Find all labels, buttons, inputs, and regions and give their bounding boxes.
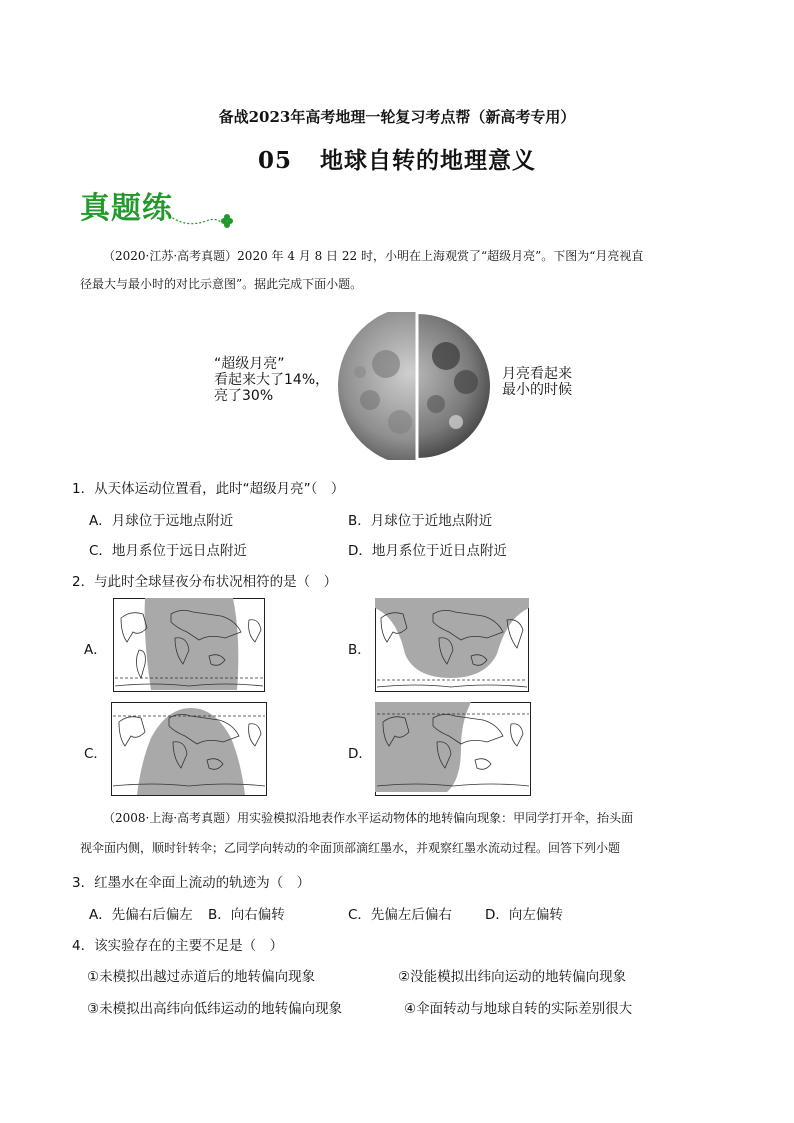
caption-line: 月亮看起来 bbox=[502, 366, 572, 382]
q3-option-a: A．先偏右后偏左 bbox=[89, 907, 193, 923]
caption-line: “超级月亮” bbox=[214, 356, 285, 372]
map-label-c: C． bbox=[84, 746, 107, 762]
day-night-map-d bbox=[375, 702, 531, 796]
passage-1-line-1: （2020·江苏·高考真题）2020 年 4 月 8 日 22 时，小明在上海观赏了“超级月亮”。下图为“月亮视直 bbox=[103, 249, 644, 263]
moon-caption-right bbox=[502, 366, 572, 398]
passage-2-line-2: 视伞面内侧，顺时针转伞；乙同学向转动的伞面顶部滴红墨水，并观察红墨水流动过程。回答下列小题 bbox=[80, 841, 621, 855]
caption-line: 看起来大了14%， bbox=[214, 372, 330, 388]
moon-comparison-figure bbox=[210, 312, 590, 460]
chapter-number: 05 bbox=[257, 147, 292, 174]
q1-option-a: A．月球位于远地点附近 bbox=[89, 513, 234, 529]
q1-option-c: C．地月系位于远日点附近 bbox=[89, 543, 247, 559]
q1-option-b: B．月球位于近地点附近 bbox=[348, 513, 493, 529]
question-2-stem: 2．与此时全球昼夜分布状况相符的是（ ） bbox=[72, 574, 338, 590]
q4-option-1: ①未模拟出越过赤道后的地转偏向现象 bbox=[87, 969, 316, 985]
question-4-stem: 4．该实验存在的主要不足是（ ） bbox=[72, 938, 284, 954]
map-label-d: D． bbox=[348, 746, 372, 762]
caption-line: 最小的时候 bbox=[502, 382, 572, 398]
section-badge bbox=[80, 183, 173, 227]
q1-option-d: D．地月系位于近日点附近 bbox=[348, 543, 507, 559]
series-title: 备战2023年高考地理一轮复习考点帮（新高考专用） bbox=[218, 108, 576, 126]
map-label-a: A． bbox=[84, 642, 107, 658]
question-3-stem: 3．红墨水在伞面上流动的轨迹为（ ） bbox=[72, 875, 311, 891]
caption-line: 亮了30% bbox=[214, 388, 274, 404]
q4-option-2: ②没能模拟出纬向运动的地转偏向现象 bbox=[398, 969, 627, 985]
day-night-map-c bbox=[111, 702, 267, 796]
moon-caption-left bbox=[214, 356, 329, 404]
day-night-map-a bbox=[113, 598, 265, 692]
q3-option-b: B．向右偏转 bbox=[208, 907, 285, 923]
q4-option-3: ③未模拟出高纬向低纬运动的地转偏向现象 bbox=[87, 1001, 343, 1017]
map-label-b: B． bbox=[348, 642, 371, 658]
clover-vine-icon bbox=[164, 205, 234, 233]
chapter-name: 地球自转的地理意义 bbox=[320, 147, 536, 174]
q4-option-4: ④伞面转动与地球自转的实际差别很大 bbox=[404, 1001, 633, 1017]
question-1-stem: 1．从天体运动位置看，此时“超级月亮”（ ） bbox=[72, 481, 345, 497]
q3-option-d: D．向左偏转 bbox=[485, 907, 563, 923]
q3-option-c: C．先偏左后偏右 bbox=[348, 907, 452, 923]
passage-1-line-2: 径最大与最小时的对比示意图”。据此完成下面小题。 bbox=[80, 277, 363, 291]
badge-text: 真题练 bbox=[80, 191, 173, 226]
day-night-map-b bbox=[375, 598, 529, 692]
passage-2-line-1: （2008·上海·高考真题）用实验模拟沿地表作水平运动物体的地转偏向现象：甲同学打开伞，抬头面 bbox=[103, 811, 634, 825]
chapter-title bbox=[0, 142, 794, 175]
